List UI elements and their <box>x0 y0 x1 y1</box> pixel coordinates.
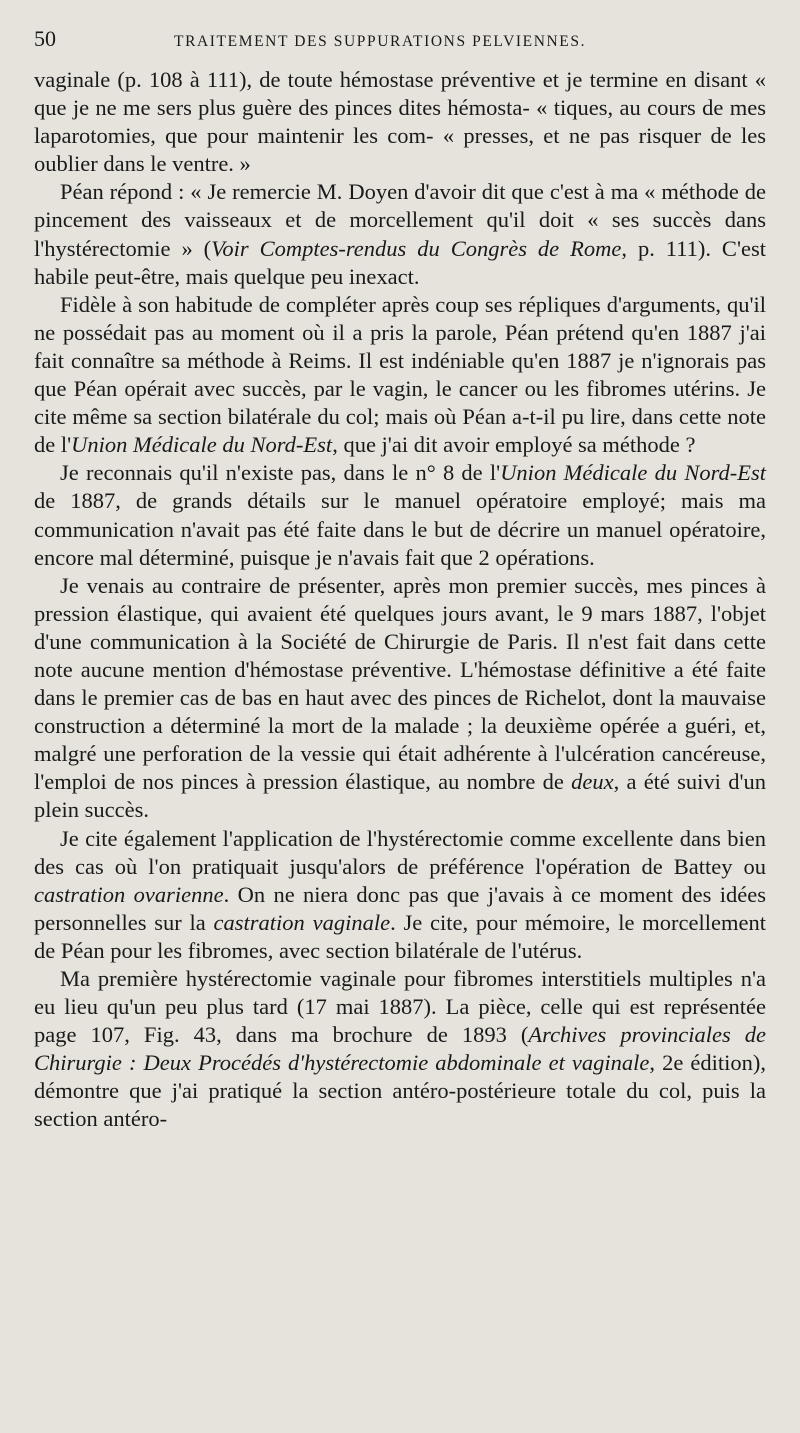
body-text-run: , que j'ai dit avoir employé sa méthode ? <box>332 432 696 458</box>
paragraph-p4 <box>34 459 766 571</box>
italic-text: castration ovarienne <box>34 881 224 907</box>
paragraph-p1 <box>34 66 766 178</box>
body-text-run: , a été suivi d'un plein succès. <box>34 769 766 823</box>
running-title: TRAITEMENT DES SUPPURATIONS PELVIENNES. <box>174 33 587 50</box>
italic-text: deux <box>571 769 614 795</box>
italic-text: Archives provinciales de Chirurgie : Deux Procédés d'hystérectomie abdominale et vaginale <box>34 1022 766 1076</box>
italic-text: Voir Comptes-rendus du Congrès de Rome <box>211 235 622 261</box>
body-text-run: Je venais au contraire de présenter, après mon premier succès, mes pinces à pression élastique, qui avaient été quelques jours avant, le 9 mars 1887, l'objet d'une communication à la Société de Chirurgie de Paris. Il n'est fait dans cette note aucune mention d'hémostase préventive. L'hémostase définitive a été faite dans le premier cas de bas en haut avec des pinces de Richelot, dont la mauvaise construction a déterminé la mort de la malade ; la deuxième opérée a guéri, et, malgré une perforation de la vessie qui était adhérente à l'ulcération cancéreuse, l'emploi de nos pinces à pression élastique, au nombre de <box>34 572 766 795</box>
body-text-run: Péan répond : « Je remercie M. Doyen d'avoir dit que c'est à ma « méthode de pincement des vaisseaux et de morcellement qu'il doit « ses succès dans l'hystérectomie » ( <box>34 179 766 261</box>
paragraph-p3 <box>34 291 766 460</box>
body-text-run: . Je cite, pour mémoire, le morcellement de Péan pour les fibromes, avec section bilatérale de l'utérus. <box>34 909 766 963</box>
body-text-run: Ma première hystérectomie vaginale pour fibromes interstitiels multiples n'a eu lieu qu'un peu plus tard (17 mai 1887). La pièce, celle qui est représentée page 107, Fig. 43, dans ma brochure de 1893 ( <box>34 966 766 1048</box>
body-text-run: Je cite également l'application de l'hystérectomie comme excellente dans bien des cas où l'on pratiquait jusqu'alors de préférence l'opération de Battey ou <box>34 825 766 879</box>
paragraph-p5 <box>34 572 766 825</box>
paragraph-p2 <box>34 178 766 290</box>
italic-text: Union Médicale du Nord-Est <box>500 460 766 486</box>
paragraph-p6 <box>34 825 766 965</box>
body-text-run: de 1887, de grands détails sur le manuel opératoire employé; mais ma communication n'avait pas été faite dans le but de décrire un manuel opératoire, encore mal déterminé, puisque je n'avais fait que 2 opérations. <box>34 488 766 570</box>
body-text <box>34 66 766 1134</box>
body-text-run: Fidèle à son habitude de compléter après coup ses répliques d'arguments, qu'il ne possédait pas au moment où il a pris la parole, Péan prétend qu'en 1887 j'ai fait connaître sa méthode à Reims. Il est indéniable qu'en 1887 je n'ignorais pas que Péan opérait avec succès, par le vagin, le cancer ou les fibromes utérins. Je cite même sa section bilatérale du col; mais où Péan a-t-il pu lire, dans cette note de l' <box>34 291 766 458</box>
italic-text: Union Médicale du Nord-Est <box>71 432 333 458</box>
body-text-run: Je reconnais qu'il n'existe pas, dans le n° 8 de l' <box>60 460 501 486</box>
body-text-run: , 2e édition), démontre que j'ai pratiqué la section antéro-postérieure totale du col, puis la section antéro- <box>34 1050 766 1132</box>
body-text-run: vaginale (p. 108 à 111), de toute hémostase préventive et je termine en disant « que je ne me sers plus guère des pinces dites hémosta- « tiques, au cours de mes laparotomies, que pour maintenir les com- « presses, et ne pas risquer de les oublier dans le ventre. » <box>34 67 766 177</box>
italic-text: castration vaginale <box>213 909 391 935</box>
body-text-run: . On ne niera donc pas que j'avais à ce moment des idées personnelles sur la <box>34 881 766 935</box>
page-number: 50 <box>34 26 56 51</box>
running-header <box>34 26 766 66</box>
body-text-run: , p. 111). C'est habile peut-être, mais quelque peu inexact. <box>34 235 766 289</box>
paragraph-p7 <box>34 965 766 1134</box>
